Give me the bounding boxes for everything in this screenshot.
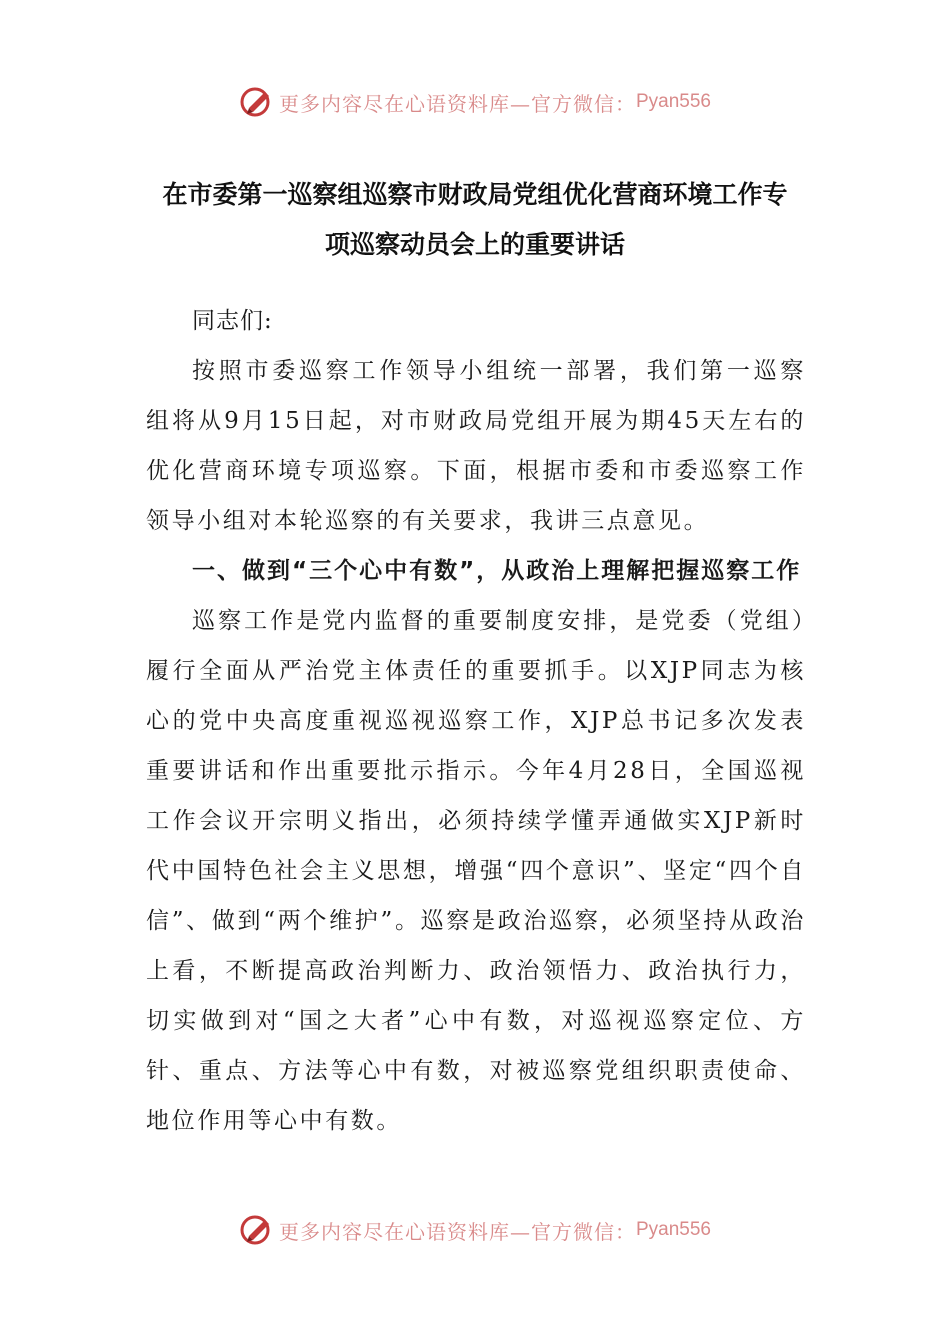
title-line-2: 项巡察动员会上的重要讲话 — [324, 230, 625, 259]
document-body — [146, 296, 806, 1146]
watermark-text: 更多内容尽在心语资料库—官方微信： — [278, 91, 636, 116]
section-heading-1: 一、做到“三个心中有数”，从政治上理解把握巡察工作 — [192, 558, 802, 584]
paragraph-section-1: 巡察工作是党内监督的重要制度安排，是党委（党组）履行全面从严治党主体责任的重要抓手。以XJP同志为核心的党中央高度重视巡视巡察工作，XJP总书记多次发表重要讲话和作出重要批示指示。今年4月28日，全国巡视工作会议开宗明义指出，必须持续学懂弄通做实XJP新时代中国特色社会主义思想，增强“四个意识”、坚定“四个自信”、做到“两个维护”。巡察是政治巡察，必须坚持从政治上看，不断提高政治判断力、政治领悟力、政治执行力，切实做到对“国之大者”心中有数，对巡视巡察定位、方针、重点、方法等心中有数，对被巡察党组织职责使命、地位作用等心中有数。 — [146, 608, 806, 1134]
watermark-wechat-id: Pyan556 — [635, 1219, 711, 1240]
header-watermark — [0, 82, 950, 122]
watermark-text: 更多内容尽在心语资料库—官方微信： — [278, 1219, 636, 1244]
document-title — [0, 170, 950, 270]
footer-watermark — [0, 1210, 950, 1250]
pen-logo-icon — [239, 84, 275, 120]
pen-logo-icon — [239, 1212, 275, 1248]
title-line-1: 在市委第一巡察组巡察市财政局党组优化营商环境工作专 — [162, 180, 788, 209]
paragraph-intro: 按照市委巡察工作领导小组统一部署，我们第一巡察组将从9月15日起，对市财政局党组开展为期45天左右的优化营商环境专项巡察。下面，根据市委和市委巡察工作领导小组对本轮巡察的有关要求，我讲三点意见。 — [146, 358, 806, 534]
greeting: 同志们: — [192, 308, 273, 334]
watermark-wechat-id: Pyan556 — [635, 91, 711, 112]
